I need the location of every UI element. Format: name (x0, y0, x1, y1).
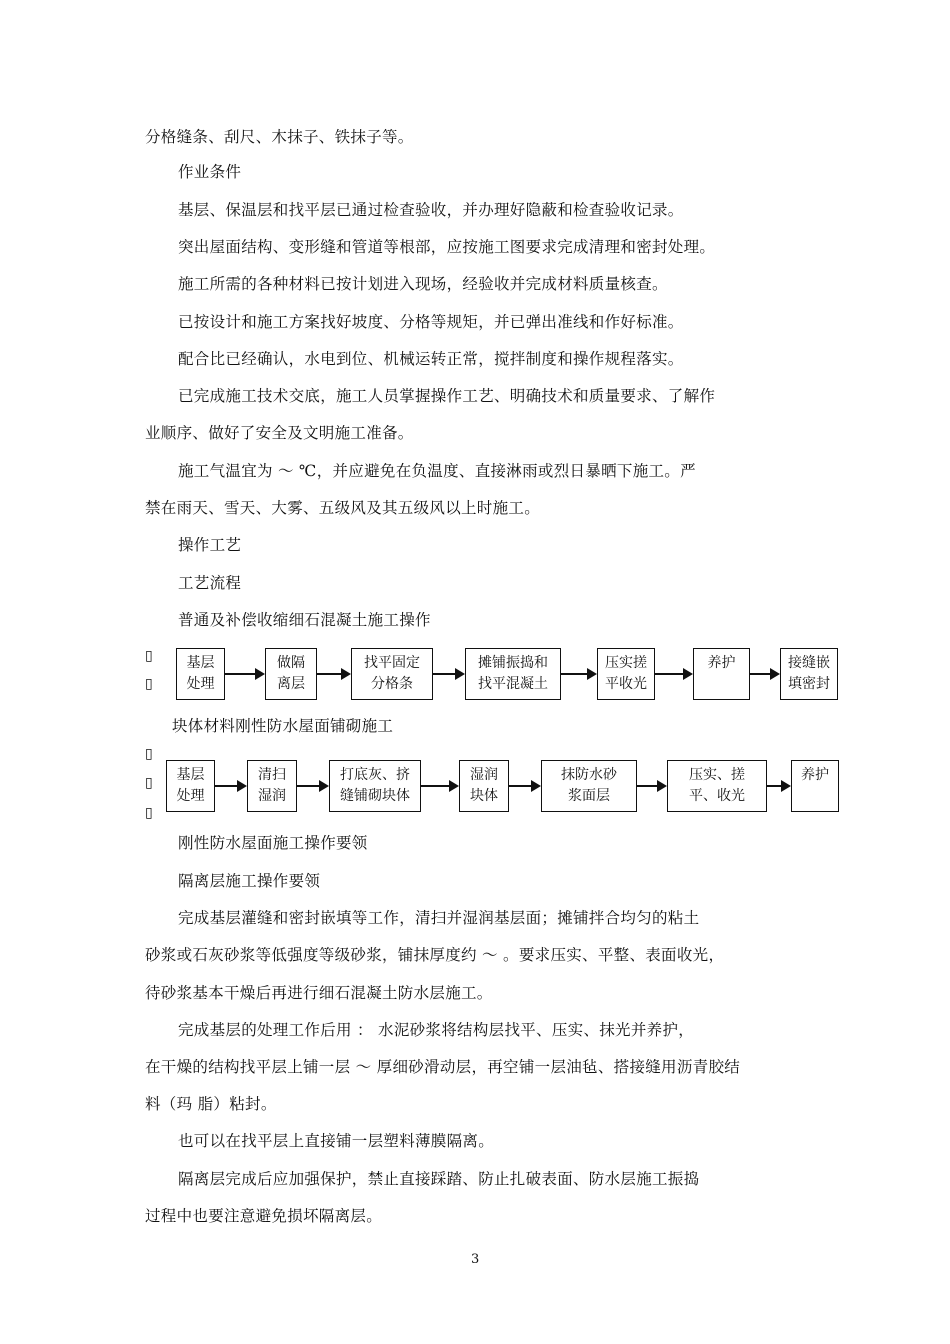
margin-mark: ▯ (145, 775, 153, 791)
para-7: 已完成施工技术交底，施工人员掌握操作工艺、明确技术和质量要求、了解作 (178, 387, 716, 405)
margin-mark: ▯ (145, 676, 153, 692)
flow1-step-2-line2: 离层 (277, 676, 305, 692)
para-0: 分格缝条、刮尺、木抹子、铁抹子等。 (145, 128, 414, 146)
para-8: 业顺序、做好了安全及文明施工准备。 (145, 424, 414, 442)
flow2-step-2-line1: 清扫 (258, 767, 286, 783)
flow2-step-3-line1: 打底灰、挤 (340, 767, 410, 783)
flow2-arrow-3 (421, 785, 457, 787)
flow2-arrow-1 (215, 785, 245, 787)
flow2-arrow-2 (297, 785, 327, 787)
para-4: 施工所需的各种材料已按计划进入现场，经验收并完成材料质量核查。 (178, 275, 668, 293)
flow2-arrow-5 (637, 785, 665, 787)
flow1-step-3-line2: 分格条 (371, 676, 413, 692)
flow1-arrow-1 (225, 673, 263, 675)
flow2-step-6 (667, 760, 767, 812)
para-3: 突出屋面结构、变形缝和管道等根部，应按施工图要求完成清理和密封处理。 (178, 238, 716, 256)
flow2-step-1-line1: 基层 (176, 767, 205, 783)
heading-flow1: 普通及补偿收缩细石混凝土施工操作 (178, 611, 431, 629)
flow1-step-2-line1: 做隔 (277, 655, 305, 671)
flow1-step-4-line1: 摊铺振捣和 (478, 655, 548, 671)
flow1-step-7-line2: 填密封 (788, 676, 830, 692)
flow1-step-7 (780, 648, 838, 700)
flow1-arrow-5 (655, 673, 691, 675)
para-9: 施工气温宜为 ～ ℃，并应避免在负温度、直接淋雨或烈日暴晒下施工。严 (178, 462, 696, 480)
flow2-step-1 (166, 760, 215, 812)
para2-5: 完成基层的处理工作后用 ： 水泥砂浆将结构层找平、压实、抹光并养护， (178, 1021, 695, 1039)
margin-mark: ▯ (145, 746, 153, 762)
para2-2: 完成基层灌缝和密封嵌填等工作，清扫并湿润基层面；摊铺拌合均匀的粘土 (178, 909, 700, 927)
flow1-step-1-line1: 基层 (186, 655, 215, 671)
para2-4: 待砂浆基本干燥后再进行细石混凝土防水层施工。 (145, 984, 493, 1002)
flow1-step-6 (693, 648, 750, 700)
flow1-step-7-line1: 接缝嵌 (788, 655, 830, 671)
flow2-step-5 (541, 760, 637, 812)
flow2-step-7-line1: 养护 (801, 767, 829, 783)
flow1-step-5-line1: 压实搓 (605, 655, 647, 671)
para2-9: 隔离层完成后应加强保护，禁止直接踩踏、防止扎破表面、防水层施工振捣 (178, 1170, 700, 1188)
para2-7: 料（玛 脂）粘封。 (145, 1095, 277, 1113)
page-number: 3 (471, 1252, 480, 1267)
flow1-arrow-4 (561, 673, 595, 675)
heading-operation-process: 操作工艺 (178, 536, 242, 554)
heading-work-conditions: 作业条件 (178, 163, 242, 181)
flow1-arrow-3 (433, 673, 463, 675)
para-6: 配合比已经确认，水电到位、机械运转正常，搅拌制度和操作规程落实。 (178, 350, 684, 368)
para2-8: 也可以在找平层上直接铺一层塑料薄膜隔离。 (178, 1132, 495, 1150)
flow1-step-3 (351, 648, 433, 700)
flow2-step-3 (329, 760, 421, 812)
para2-6: 在干燥的结构找平层上铺一层 ～ 厚细砂滑动层，再空铺一层油毡、搭接缝用沥青胶结 (145, 1058, 741, 1076)
para2-10: 过程中也要注意避免损坏隔离层。 (145, 1207, 383, 1225)
flow1-arrow-6 (750, 673, 778, 675)
heading-flow2: 块体材料刚性防水屋面铺砌施工 (172, 717, 394, 735)
heading-isolation-layer: 隔离层施工操作要领 (178, 872, 321, 890)
heading-process-flow: 工艺流程 (178, 574, 242, 592)
flow1-step-2 (265, 648, 317, 700)
flow1-step-4 (465, 648, 561, 700)
flow2-step-4-line2: 块体 (470, 788, 498, 804)
flow1-step-4-line2: 找平混凝土 (478, 676, 548, 692)
flow1-step-5-line2: 平收光 (605, 676, 647, 692)
margin-mark: ▯ (145, 648, 153, 664)
flow2-step-5-line1: 抹防水砂 (561, 767, 617, 783)
flow2-arrow-4 (509, 785, 539, 787)
para-2: 基层、保温层和找平层已通过检查验收，并办理好隐蔽和检查验收记录。 (178, 201, 684, 219)
flow2-step-6-line2: 平、收光 (689, 788, 745, 804)
flow1-step-3-line1: 找平固定 (364, 655, 420, 671)
flow2-step-7 (791, 760, 839, 812)
heading-rigid-roof-essentials: 刚性防水屋面施工操作要领 (178, 834, 368, 852)
flow2-arrow-6 (767, 785, 789, 787)
flow2-step-6-line1: 压实、搓 (689, 767, 745, 783)
flow1-step-1-line2: 处理 (186, 676, 215, 692)
flow2-step-4-line1: 湿润 (470, 767, 498, 783)
flow2-step-2-line2: 湿润 (258, 788, 286, 804)
margin-mark: ▯ (145, 805, 153, 821)
flow2-step-5-line2: 浆面层 (568, 788, 610, 804)
flow2-step-1-line2: 处理 (176, 788, 205, 804)
flow2-step-3-line2: 缝铺砌块体 (340, 788, 410, 804)
flow1-arrow-2 (317, 673, 349, 675)
flow1-step-6-line1: 养护 (707, 655, 736, 671)
flow2-step-2 (247, 760, 297, 812)
flow1-step-5 (597, 648, 655, 700)
para2-3: 砂浆或石灰砂浆等低强度等级砂浆，铺抹厚度约 ～ 。要求压实、平整、表面收光， (145, 946, 725, 964)
para-5: 已按设计和施工方案找好坡度、分格等规矩，并已弹出准线和作好标准。 (178, 313, 684, 331)
para-10: 禁在雨天、雪天、大雾、五级风及其五级风以上时施工。 (145, 499, 541, 517)
flow2-step-4 (459, 760, 509, 812)
flow1-step-1 (176, 648, 225, 700)
